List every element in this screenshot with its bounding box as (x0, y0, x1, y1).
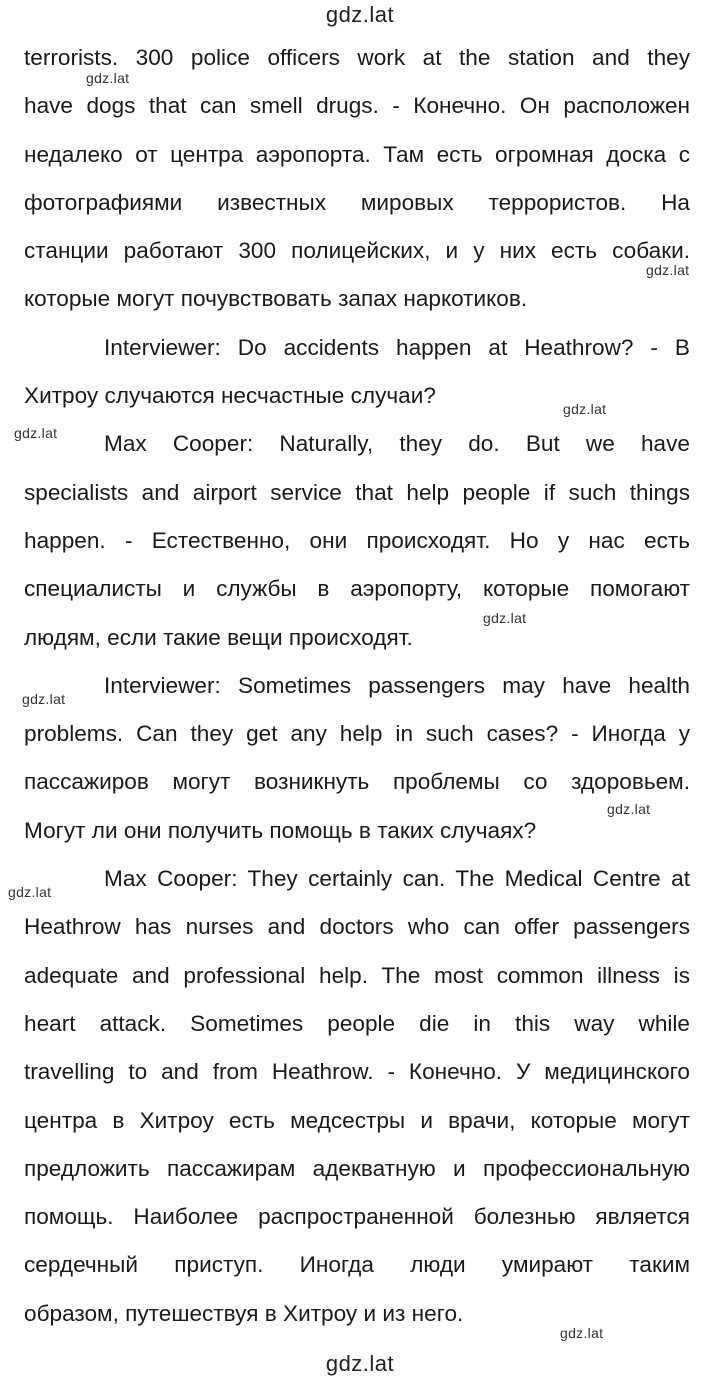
text-line: людям, если такие вещи происходят. (24, 624, 413, 650)
text-line: heart attack. Sometimes people die in this way while (24, 1010, 690, 1036)
watermark: gdz.lat (86, 70, 130, 86)
text-line: специалисты и службы в аэропорту, которые помогают (24, 576, 690, 602)
watermark: gdz.lat (646, 262, 690, 278)
text-line: пассажиров могут возникнуть проблемы со здоровьем. (24, 769, 690, 795)
watermark: gdz.lat (607, 801, 651, 817)
document-body (24, 34, 690, 1338)
text-line: specialists and airport service that help people if such things (24, 479, 690, 505)
watermark: gdz.lat (8, 884, 52, 900)
watermark: gdz.lat (22, 691, 66, 707)
text-line: Interviewer: Do accidents happen at Heathrow? - В (104, 334, 690, 360)
watermark: gdz.lat (563, 401, 607, 417)
text-line: problems. Can they get any help in such cases? - Иногда у (24, 721, 690, 747)
watermark: gdz.lat (483, 610, 527, 626)
watermark: gdz.lat (560, 1325, 604, 1341)
text-line: недалеко от центра аэропорта. Там есть огромная доска с (24, 141, 690, 167)
text-line: Interviewer: Sometimes passengers may have health (104, 672, 690, 698)
watermark: gdz.lat (14, 425, 58, 441)
text-line: станции работают 300 полицейских, и у них есть собаки. (24, 238, 690, 264)
text-line: образом, путешествуя в Хитроу и из него. (24, 1300, 464, 1326)
text-line: предложить пассажирам адекватную и профессиональную (24, 1155, 690, 1181)
text-line: фотографиями известных мировых террористов. На (24, 189, 690, 215)
text-line: которые могут почувствовать запах наркотиков. (24, 286, 528, 312)
text-line: travelling to and from Heathrow. - Конечно. У медицинского (24, 1059, 690, 1085)
text-line: помощь. Наиболее распространенной болезнью является (24, 1204, 690, 1230)
text-line: центра в Хитроу есть медсестры и врачи, которые могут (24, 1107, 690, 1133)
text-line: Хитроу случаются несчастные случаи? (24, 383, 436, 409)
header-watermark: gdz.lat (325, 2, 395, 27)
text-line: have dogs that can smell drugs. - Конечно. Он расположен (24, 93, 690, 119)
footer-watermark: gdz.lat (325, 1351, 395, 1376)
text-line: Max Cooper: Naturally, they do. But we have (104, 431, 690, 457)
text-line: сердечный приступ. Иногда люди умирают таким (24, 1252, 690, 1278)
text-line: Heathrow has nurses and doctors who can offer passengers (24, 914, 690, 940)
text-line: terrorists. 300 police officers work at the station and they (24, 45, 690, 70)
text-line: adequate and professional help. The most common illness is (24, 962, 690, 988)
text-line: happen. - Естественно, они происходят. Но у нас есть (24, 527, 690, 553)
text-line: Могут ли они получить помощь в таких случаях? (24, 817, 537, 843)
text-line: Max Cooper: They certainly can. The Medical Centre at (104, 866, 690, 892)
